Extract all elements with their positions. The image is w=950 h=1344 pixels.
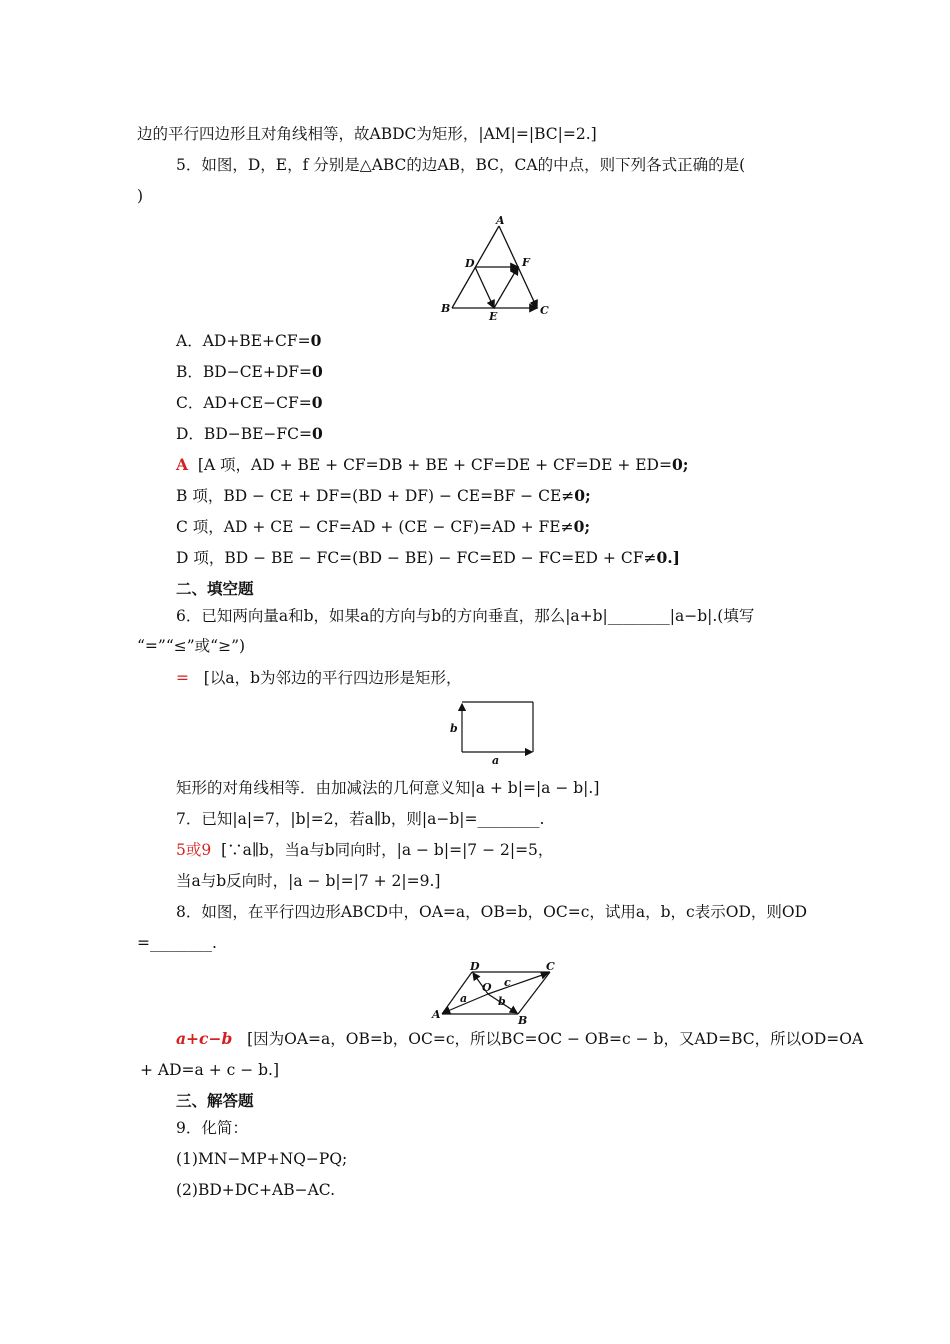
option-c xyxy=(176,393,323,413)
zero-vector: 0 xyxy=(312,362,323,381)
question-5-cont: ) xyxy=(137,187,144,205)
answer-text-end: 0; xyxy=(671,455,689,474)
vector-b-label: b xyxy=(450,722,458,735)
answer-text: [因为OA=a，OB=b，OC=c，所以BC=OC − OB=c − b，又AD=BC，所以OD=OA xyxy=(247,1030,864,1048)
vertex-D-label: D xyxy=(465,257,475,270)
vertex-C-label: C xyxy=(540,304,549,317)
answer-5-line3 xyxy=(176,517,590,537)
question-9-part1: (1)MN−MP+NQ−PQ; xyxy=(176,1150,348,1168)
answer-text: [以a，b为邻边的平行四边形是矩形， xyxy=(203,669,462,687)
answer-5-line4 xyxy=(176,548,680,568)
zero-vector: 0 xyxy=(311,393,323,412)
answer-text: C 项，AD + CE − CF=AD + (CE − CF)=AD + FE≠ xyxy=(176,518,574,536)
question-8-cont: =________. xyxy=(137,934,217,952)
vector-b-label: b xyxy=(498,995,506,1008)
answer-7 xyxy=(176,840,553,860)
vertex-D-label: D xyxy=(470,960,480,973)
answer-8 xyxy=(176,1029,863,1049)
answer-6-cont: 矩形的对角线相等．由加减法的几何意义知|a + b|=|a − b|.] xyxy=(176,779,600,797)
answer-text: [∵a∥b，当a与b同向时，|a − b|=|7 − 2|=5， xyxy=(221,841,554,859)
answer-7-label: 5或9 xyxy=(176,841,212,859)
option-b-text: B．BD−CE+DF= xyxy=(176,363,313,381)
answer-8-cont: + AD=a + c − b.] xyxy=(140,1061,280,1079)
option-a-text: A．AD+BE+CF= xyxy=(176,332,311,350)
vertex-E-label: E xyxy=(489,310,498,323)
answer-5-label: A xyxy=(176,455,189,474)
question-5: 5．如图，D，E，f 分别是△ABC的边AB，BC，CA的中点，则下列各式正确的是( xyxy=(176,156,746,174)
vector-a-label: a xyxy=(492,754,500,767)
triangle-figure xyxy=(432,212,562,324)
question-6: 6．已知两向量a和b，如果a的方向与b的方向垂直，那么|a+b|________|a−b|.(填写 xyxy=(176,607,755,625)
vector-c-label: c xyxy=(504,976,511,989)
vertex-A-label: A xyxy=(432,1008,441,1021)
point-O-label: O xyxy=(482,981,492,994)
section-heading-fill-in: 二、填空题 xyxy=(176,579,254,598)
option-b xyxy=(176,362,323,382)
vertex-B-label: B xyxy=(518,1014,528,1024)
answer-6-label: = xyxy=(176,669,189,687)
question-8: 8．如图，在平行四边形ABCD中，OA=a，OB=b，OC=c，试用a，b，c表示OD，则OD xyxy=(176,903,808,921)
answer-5-line2 xyxy=(176,486,591,506)
option-a xyxy=(176,331,321,351)
option-d-text: D．BD−BE−FC= xyxy=(176,425,313,443)
vertex-B-label: B xyxy=(441,302,451,315)
answer-text: [A 项，AD + BE + CF=DB + BE + CF=DE + CF=DE + ED= xyxy=(197,456,672,474)
section-heading-solve: 三、解答题 xyxy=(176,1091,254,1110)
answer-7-cont: 当a与b反向时，|a − b|=|7 + 2|=9.] xyxy=(176,872,441,890)
vector-a-label: a xyxy=(460,992,468,1005)
question-6-cont: “=”“≤”或“≥”) xyxy=(137,637,246,655)
option-d xyxy=(176,424,323,444)
text-line: 边的平行四边形且对角线相等，故ABDC为矩形，|AM|=|BC|=2.] xyxy=(137,125,597,143)
zero-vector: 0 xyxy=(312,424,323,443)
question-9: 9．化简： xyxy=(176,1119,248,1137)
vertex-C-label: C xyxy=(546,960,555,973)
answer-6 xyxy=(176,668,462,688)
answer-text: D 项，BD − BE − FC=(BD − BE) − FC=ED − FC=ED + CF≠ xyxy=(176,549,657,567)
question-9-part2: (2)BD+DC+AB−AC. xyxy=(176,1181,336,1199)
answer-text: B 项，BD − CE + DF=(BD + DF) − CE=BF − CE≠ xyxy=(176,487,575,505)
answer-text-end: 0.] xyxy=(656,548,680,567)
option-c-text: C．AD+CE−CF= xyxy=(176,394,312,412)
vertex-A-label: A xyxy=(496,214,505,227)
answer-8-label: a+c−b xyxy=(176,1029,233,1048)
question-7: 7．已知|a|=7，|b|=2，若a∥b，则|a−b|=________. xyxy=(176,810,545,828)
answer-text-end: 0; xyxy=(573,517,591,536)
answer-text-end: 0; xyxy=(574,486,591,505)
vertex-F-label: F xyxy=(522,256,530,269)
answer-5-line1 xyxy=(176,455,689,475)
parallelogram-figure xyxy=(428,958,568,1024)
zero-vector: 0 xyxy=(310,331,322,350)
rectangle-figure xyxy=(446,696,546,768)
